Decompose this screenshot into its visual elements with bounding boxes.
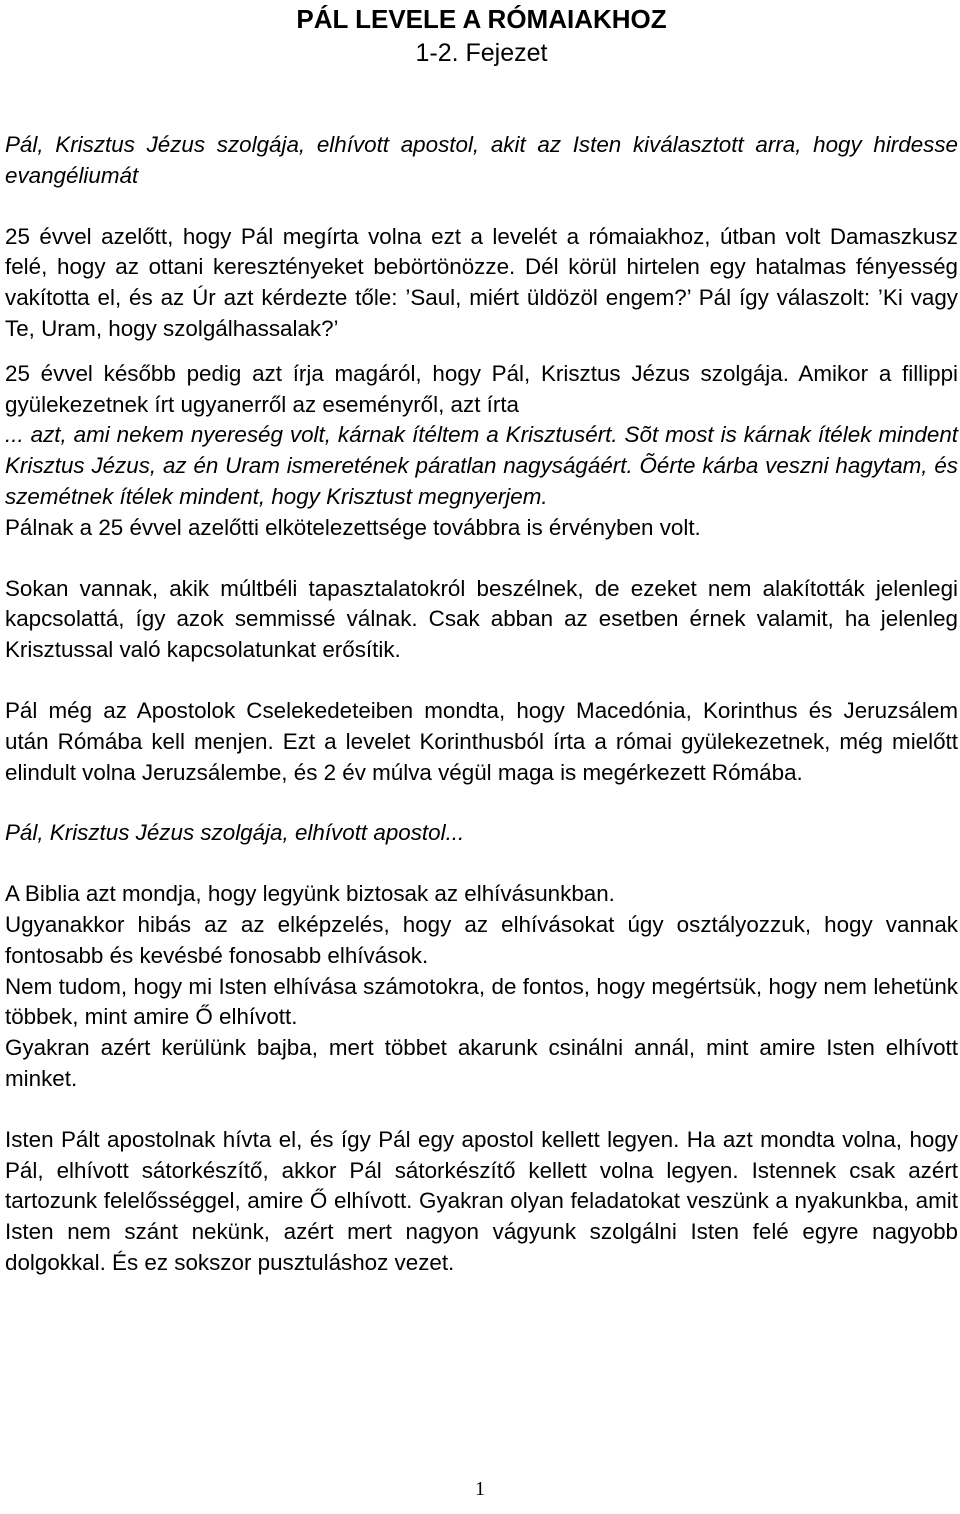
paragraph-calling-understand: Nem tudom, hogy mi Isten elhívása számotokra, de fontos, hogy megértsük, hogy nem lehetünk többek, mint amire Ő elhívott. — [5, 973, 958, 1030]
chapter-heading: 1-2. Fejezet — [415, 39, 548, 67]
paragraph-apostle-calling: Isten Pált apostolnak hívta el, és így Pál egy apostol kellett legyen. Ha azt mondta volna, hogy Pál, elhívott sátorkészítő, akkor Pál sátorkészítő kellett volna legyen. Istennek csak azért tartozunk felelősséggel, amire Ő elhívott. Gyakran olyan feladatokat veszünk a nyakunkba, amit Isten nem szánt nekünk, azért mert nagyon vágyunk szolgálni Isten felé egyre nagyobb dolgokkal. És ez sokszor pusztuláshoz vezet. — [5, 1126, 958, 1275]
paragraph-calling-classify: Ugyanakkor hibás az az elképzelés, hogy az elhívásokat úgy osztályozzuk, hogy vannak fontosabb és kevésbé fonosabb elhívások. — [5, 911, 958, 968]
paragraph-damascus: 25 évvel azelőtt, hogy Pál megírta volna ezt a levelét a rómaiakhoz, útban volt Damaszkusz felé, hogy az ottani keresztényeket bebörtönözze. Dél körül hirtelen egy hatalmas fényesség vakította el, és az Úr azt kérdezte tőle: ’Saul, miért üldözöl engem?’ Pál így válaszolt: ’Ki vagy Te, Uram, hogy szolgálhassalak?’ — [5, 223, 958, 341]
page-number: 1 — [475, 1478, 485, 1500]
paragraph-rome-journey: Pál még az Apostolok Cselekedeteiben mondta, hogy Macedónia, Korinthus és Jeruzsálem után Rómába kell menjen. Ezt a levelet Korinthusból írta a római gyülekezetnek, még mielőtt elindult volna Jeruzsálembe, és 2 év múlva végül maga is megérkezett Rómába. — [5, 697, 958, 785]
section-verse: Pál, Krisztus Jézus szolgája, elhívott apostol... — [5, 820, 465, 846]
philippians-quote: ... azt, ami nekem nyereség volt, kárnak ítéltem a Krisztusért. Sõt most is kárnak ítélek mindent Krisztus Jézus, az én Uram ismeretének páratlan nagyságáért. Õérte kárba veszni hagytam, és szemétnek ítélek mindent, hogy Krisztust megnyerjem. — [5, 422, 958, 509]
paragraph-calling-certain: A Biblia azt mondja, hogy legyünk biztosak az elhívásunkban. — [5, 881, 615, 907]
document-title: PÁL LEVELE A RÓMAIAKHOZ — [296, 4, 667, 34]
intro-verse: Pál, Krisztus Jézus szolgája, elhívott apostol, akit az Isten kiválasztott arra, hogy hirdesse evangéliumát — [5, 132, 958, 188]
paragraph-25-years: 25 évvel később pedig azt írja magáról, hogy Pál, Krisztus Jézus szolgája. Amikor a fillippi gyülekezetnek írt ugyanerről az eseményről, azt írta — [5, 360, 958, 417]
paragraph-commitment: Pálnak a 25 évvel azelőtti elkötelezettsége továbbra is érvényben volt. — [5, 514, 701, 540]
paragraph-past-experiences: Sokan vannak, akik múltbéli tapasztalatokról beszélnek, de ezeket nem alakították jelenlegi kapcsolattá, így azok semmissé válnak. Csak abban az esetben érnek valamit, ha jelenleg Krisztussal való kapcsolatunkat erősítik. — [5, 575, 958, 663]
paragraph-calling-trouble: Gyakran azért kerülünk bajba, mert többet akarunk csinálni annál, mint amire Isten elhívott minket. — [5, 1035, 958, 1091]
document-page — [5, 0, 958, 1279]
